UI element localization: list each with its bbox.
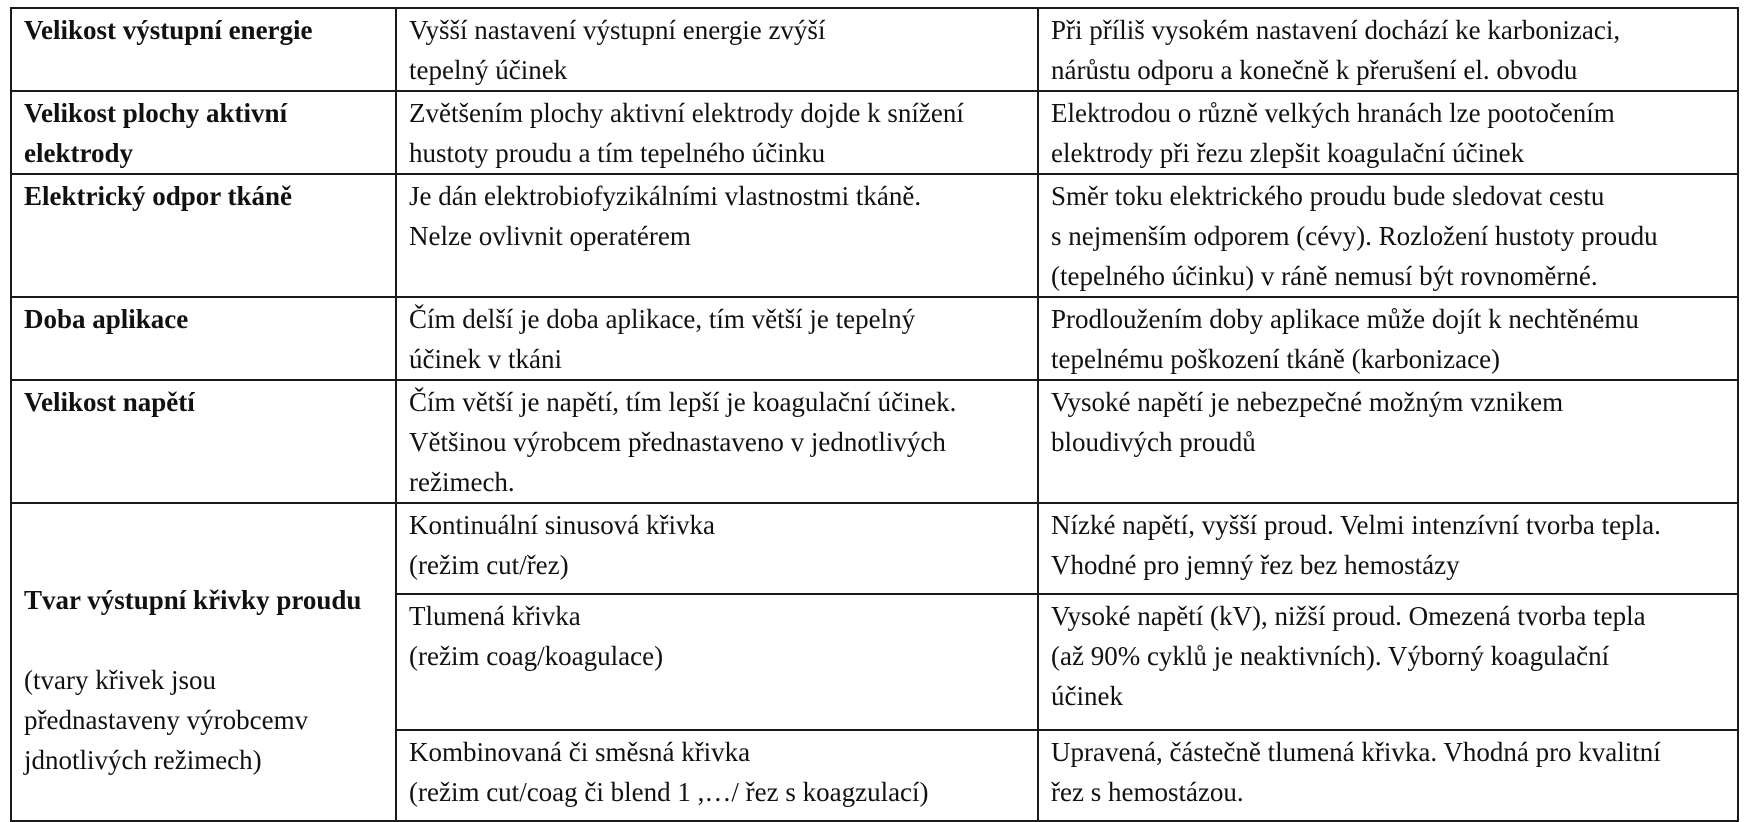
effect-cell: Čím větší je napětí, tím lepší je koagulační účinek. Většinou výrobcem přednastaveno v jednotlivých režimech. <box>396 380 1038 503</box>
parameter-cell: Elektrický odpor tkáně <box>11 174 396 297</box>
note-cell: Prodloužením doby aplikace může dojít k nechtěnému tepelnému poškození tkáně (karbonizace) <box>1038 297 1738 380</box>
note-cell: Upravená, částečně tlumená křivka. Vhodná pro kvalitní řez s hemostázou. <box>1038 730 1738 821</box>
parameter-cell: Velikost napětí <box>11 380 396 503</box>
note-cell: Při příliš vysokém nastavení dochází ke karbonizaci, nárůstu odporu a konečně k přerušení el. obvodu <box>1038 8 1738 91</box>
effect-cell: Zvětšením plochy aktivní elektrody dojde k snížení hustoty proudu a tím tepelného účinku <box>396 91 1038 174</box>
note-cell: Nízké napětí, vyšší proud. Velmi intenzívní tvorba tepla. Vhodné pro jemný řez bez hemostázy <box>1038 503 1738 594</box>
waveform-parameter-note: (tvary křivek jsou přednastaveny výrobcemv jdnotlivých režimech) <box>24 665 309 775</box>
parameter-cell: Velikost výstupní energie <box>11 8 396 91</box>
table-row <box>11 91 1738 174</box>
note-cell: Vysoké napětí je nebezpečné možným vznikem bloudivých proudů <box>1038 380 1738 503</box>
waveform-parameter-cell <box>11 503 396 821</box>
effect-cell: Tlumená křivka (režim coag/koagulace) <box>396 594 1038 729</box>
effect-cell: Kontinuální sinusová křivka (režim cut/řez) <box>396 503 1038 594</box>
effect-cell: Kombinovaná či směsná křivka (režim cut/coag či blend 1 ,…/ řez s koagzulací) <box>396 730 1038 821</box>
note-cell: Vysoké napětí (kV), nižší proud. Omezená tvorba tepla (až 90% cyklů je neaktivních). Výborný koagulační účinek <box>1038 594 1738 729</box>
effect-cell: Čím delší je doba aplikace, tím větší je tepelný účinek v tkáni <box>396 297 1038 380</box>
table-row <box>11 174 1738 297</box>
effect-cell: Vyšší nastavení výstupní energie zvýší tepelný účinek <box>396 8 1038 91</box>
parameter-cell: Velikost plochy aktivní elektrody <box>11 91 396 174</box>
effect-cell: Je dán elektrobiofyzikálními vlastnostmi tkáně. Nelze ovlivnit operatérem <box>396 174 1038 297</box>
note-cell: Elektrodou o různě velkých hranách lze pootočením elektrody při řezu zlepšit koagulační účinek <box>1038 91 1738 174</box>
table-row <box>11 380 1738 503</box>
table-row <box>11 503 1738 594</box>
parameter-cell: Doba aplikace <box>11 297 396 380</box>
waveform-parameter-title: Tvar výstupní křivky proudu <box>24 585 362 615</box>
table-row <box>11 297 1738 380</box>
parameters-table <box>10 7 1739 822</box>
note-cell: Směr toku elektrického proudu bude sledovat cestu s nejmenším odporem (cévy). Rozložení hustoty proudu (tepelného účinku) v ráně nemusí být rovnoměrné. <box>1038 174 1738 297</box>
table-row <box>11 8 1738 91</box>
